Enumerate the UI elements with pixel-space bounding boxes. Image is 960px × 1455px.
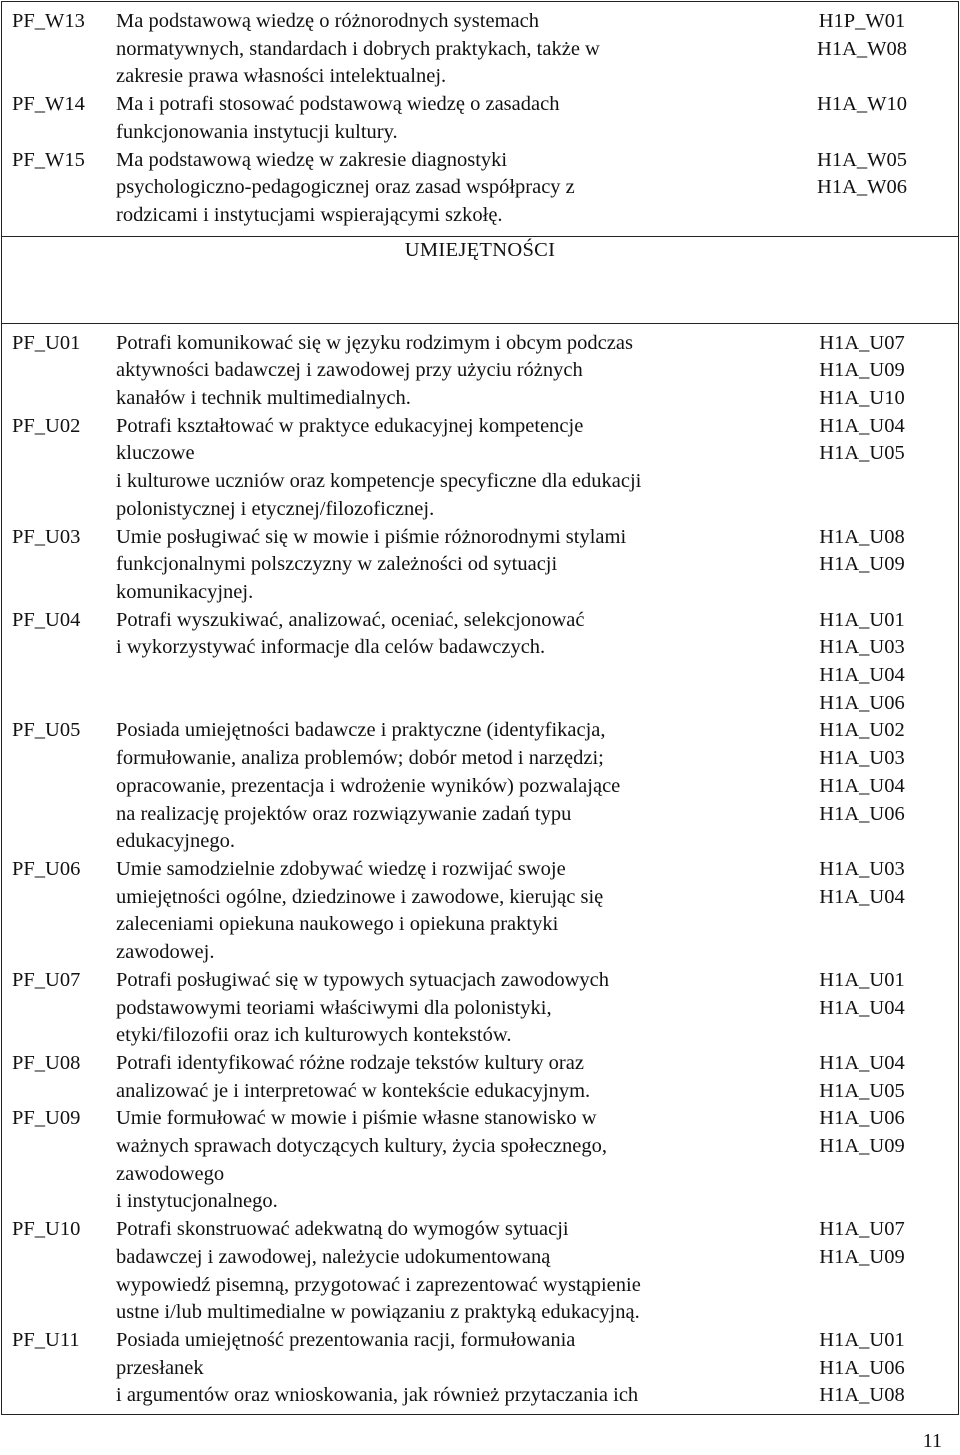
- outcome-references: [766, 1105, 958, 1216]
- page-number: 11: [922, 1430, 942, 1452]
- outcome-references: [766, 856, 958, 967]
- reference-code: H1A_U10: [819, 387, 905, 410]
- outcome-row: [2, 147, 958, 230]
- reference-code: H1A_U07: [819, 331, 905, 354]
- outcome-references: [766, 8, 958, 91]
- description-line: ustne i/lub multimedialne w powiązaniu z praktyką edukacyjną.: [116, 1301, 640, 1324]
- reference-code: H1A_U04: [819, 774, 905, 797]
- outcome-description: [106, 8, 766, 91]
- reference-code: H1A_U04: [819, 1051, 905, 1074]
- description-line: podstawowymi teoriami właściwymi dla polonistyki,: [116, 996, 552, 1019]
- reference-code: H1A_U09: [819, 1245, 905, 1268]
- reference-code: H1A_W06: [817, 176, 907, 199]
- outcome-row: [2, 717, 958, 856]
- outcome-description: [106, 524, 766, 607]
- description-line: i instytucjonalnego.: [116, 1190, 278, 1213]
- reference-code: H1A_U06: [819, 802, 905, 825]
- skills-rows: [2, 330, 958, 1410]
- description-line: Potrafi identyfikować różne rodzaje tekstów kultury oraz: [116, 1051, 584, 1074]
- description-line: normatywnych, standardach i dobrych praktykach, także w: [116, 37, 600, 60]
- description-line: Umie formułować w mowie i piśmie własne stanowisko w: [116, 1107, 597, 1130]
- outcome-code: PF_U01: [12, 331, 81, 354]
- description-line: formułowanie, analiza problemów; dobór metod i narzędzi;: [116, 747, 604, 770]
- skills-cell: [2, 323, 959, 1414]
- reference-code: H1A_U02: [819, 719, 905, 742]
- skills-section-title: UMIEJĘTNOŚCI: [2, 236, 959, 323]
- outcome-code: PF_W14: [12, 93, 85, 116]
- description-line: i kulturowe uczniów oraz kompetencje specyficzne dla edukacji: [116, 470, 642, 493]
- reference-code: H1A_U09: [819, 359, 905, 382]
- outcome-description: [106, 1327, 766, 1410]
- description-line: zakresie prawa własności intelektualnej.: [116, 65, 447, 88]
- description-line: Potrafi kształtować w praktyce edukacyjnej kompetencje: [116, 414, 584, 437]
- description-line: kluczowe: [116, 442, 195, 465]
- description-line: aktywności badawczej i zawodowej przy użyciu różnych: [116, 359, 583, 382]
- outcome-row: [2, 330, 958, 413]
- description-line: ważnych sprawach dotyczących kultury, życia społecznego,: [116, 1135, 608, 1158]
- description-line: wypowiedź pisemną, przygotować i zaprezentować wystąpienie: [116, 1273, 641, 1296]
- description-line: zaleceniami opiekuna naukowego i opiekuna praktyki: [116, 913, 559, 936]
- description-line: rodzicami i instytucjami wspierającymi szkołę.: [116, 203, 503, 226]
- description-line: zawodowej.: [116, 941, 215, 964]
- description-line: Potrafi posługiwać się w typowych sytuacjach zawodowych: [116, 968, 610, 991]
- description-line: etyki/filozofii oraz ich kulturowych kontekstów.: [116, 1024, 512, 1047]
- description-line: przesłanek: [116, 1356, 204, 1379]
- reference-code: H1A_U05: [819, 442, 905, 465]
- description-line: i wykorzystywać informacje dla celów badawczych.: [116, 636, 546, 659]
- description-line: na realizację projektów oraz rozwiązywanie zadań typu: [116, 802, 572, 825]
- knowledge-block: [2, 2, 959, 237]
- description-line: i argumentów oraz wnioskowania, jak również przytaczania ich: [116, 1384, 639, 1407]
- reference-code: H1A_U04: [819, 885, 905, 908]
- description-line: Umie samodzielnie zdobywać wiedzę i rozwijać swoje: [116, 857, 566, 880]
- outcome-row: [2, 1327, 958, 1410]
- description-line: komunikacyjnej.: [116, 580, 254, 603]
- outcome-references: [766, 413, 958, 524]
- skills-header-row: [2, 236, 959, 323]
- outcome-code: PF_W15: [12, 148, 85, 171]
- reference-code: H1A_U03: [819, 857, 905, 880]
- reference-code: H1A_U04: [819, 664, 905, 687]
- reference-code: H1A_U04: [819, 414, 905, 437]
- outcome-description: [106, 717, 766, 856]
- outcome-references: [766, 607, 958, 718]
- reference-code: H1A_U03: [819, 747, 905, 770]
- outcome-row: [2, 607, 958, 718]
- outcome-description: [106, 1050, 766, 1105]
- description-line: Umie posługiwać się w mowie i piśmie różnorodnymi stylami: [116, 525, 627, 548]
- reference-code: H1A_U09: [819, 1135, 905, 1158]
- outcome-code: PF_W13: [12, 10, 85, 32]
- reference-code: H1P_W01: [818, 10, 906, 32]
- outcome-row: [2, 1216, 958, 1327]
- reference-code: H1A_W08: [817, 37, 907, 60]
- knowledge-cell: [2, 2, 959, 237]
- outcome-references: [766, 524, 958, 607]
- reference-code: H1A_U01: [819, 968, 905, 991]
- outcome-references: [766, 717, 958, 856]
- reference-code: H1A_U07: [819, 1218, 905, 1241]
- outcome-code: PF_U10: [12, 1218, 81, 1241]
- description-line: Ma podstawową wiedzę w zakresie diagnostyki: [116, 148, 508, 171]
- outcome-description: [106, 856, 766, 967]
- outcome-description: [106, 330, 766, 413]
- outcome-code: PF_U06: [12, 857, 81, 880]
- outcome-references: [766, 967, 958, 1050]
- outcome-row: [2, 1050, 958, 1105]
- outcome-description: [106, 91, 766, 146]
- reference-code: H1A_W05: [817, 148, 907, 171]
- description-line: funkcjonowania instytucji kultury.: [116, 120, 398, 143]
- outcome-references: [766, 1327, 958, 1410]
- description-line: analizować je i interpretować w kontekście edukacyjnym.: [116, 1079, 591, 1102]
- outcome-row: [2, 856, 958, 967]
- outcome-code: PF_U05: [12, 719, 81, 742]
- outcome-description: [106, 1216, 766, 1327]
- reference-code: H1A_U01: [819, 1328, 905, 1351]
- reference-code: H1A_U08: [819, 1384, 905, 1407]
- description-line: Ma podstawową wiedzę o różnorodnych systemach: [116, 10, 539, 32]
- reference-code: H1A_U06: [819, 691, 905, 714]
- description-line: psychologiczno-pedagogicznej oraz zasad współpracy z: [116, 176, 575, 199]
- outcome-code: PF_U11: [12, 1328, 80, 1351]
- skills-block: [2, 323, 959, 1414]
- description-line: Potrafi wyszukiwać, analizować, oceniać, selekcjonować: [116, 608, 585, 631]
- outcome-references: [766, 330, 958, 413]
- outcome-code: PF_U02: [12, 414, 81, 437]
- description-line: badawczej i zawodowej, należycie udokumentowaną: [116, 1245, 551, 1268]
- outcome-row: [2, 413, 958, 524]
- reference-code: H1A_U06: [819, 1107, 905, 1130]
- reference-code: H1A_U05: [819, 1079, 905, 1102]
- description-line: Potrafi skonstruować adekwatną do wymogów sytuacji: [116, 1218, 569, 1241]
- outcome-row: [2, 91, 958, 146]
- outcome-description: [106, 1105, 766, 1216]
- outcome-references: [766, 91, 958, 146]
- outcome-description: [106, 147, 766, 230]
- outcome-code: PF_U09: [12, 1107, 81, 1130]
- knowledge-rows: [2, 8, 958, 230]
- learning-outcomes-table: [1, 1, 959, 1415]
- outcome-row: [2, 1105, 958, 1216]
- description-line: Posiada umiejętność prezentowania racji, formułowania: [116, 1328, 576, 1351]
- outcome-description: [106, 413, 766, 524]
- outcome-code: PF_U04: [12, 608, 81, 631]
- outcome-code: PF_U07: [12, 968, 81, 991]
- reference-code: H1A_U08: [819, 525, 905, 548]
- description-line: umiejętności ogólne, dziedzinowe i zawodowe, kierując się: [116, 885, 604, 908]
- reference-code: H1A_U06: [819, 1356, 905, 1379]
- reference-code: H1A_W10: [817, 93, 907, 116]
- outcome-code: PF_U08: [12, 1051, 81, 1074]
- outcome-references: [766, 1216, 958, 1327]
- description-line: polonistycznej i etycznej/filozoficznej.: [116, 497, 435, 520]
- outcome-row: [2, 8, 958, 91]
- reference-code: H1A_U04: [819, 996, 905, 1019]
- outcome-description: [106, 967, 766, 1050]
- outcome-row: [2, 524, 958, 607]
- outcome-row: [2, 967, 958, 1050]
- reference-code: H1A_U03: [819, 636, 905, 659]
- description-line: zawodowego: [116, 1162, 225, 1185]
- description-line: Potrafi komunikować się w języku rodzimym i obcym podczas: [116, 331, 633, 354]
- description-line: kanałów i technik multimedialnych.: [116, 387, 411, 410]
- outcome-references: [766, 147, 958, 230]
- outcome-code: PF_U03: [12, 525, 81, 548]
- reference-code: H1A_U09: [819, 553, 905, 576]
- description-line: opracowanie, prezentacja i wdrożenie wyników) pozwalające: [116, 774, 621, 797]
- outcome-description: [106, 607, 766, 718]
- outcome-references: [766, 1050, 958, 1105]
- description-line: Posiada umiejętności badawcze i praktyczne (identyfikacja,: [116, 719, 606, 742]
- description-line: Ma i potrafi stosować podstawową wiedzę o zasadach: [116, 93, 560, 116]
- reference-code: H1A_U01: [819, 608, 905, 631]
- description-line: edukacyjnego.: [116, 830, 235, 853]
- description-line: funkcjonalnymi polszczyzny w zależności od sytuacji: [116, 553, 558, 576]
